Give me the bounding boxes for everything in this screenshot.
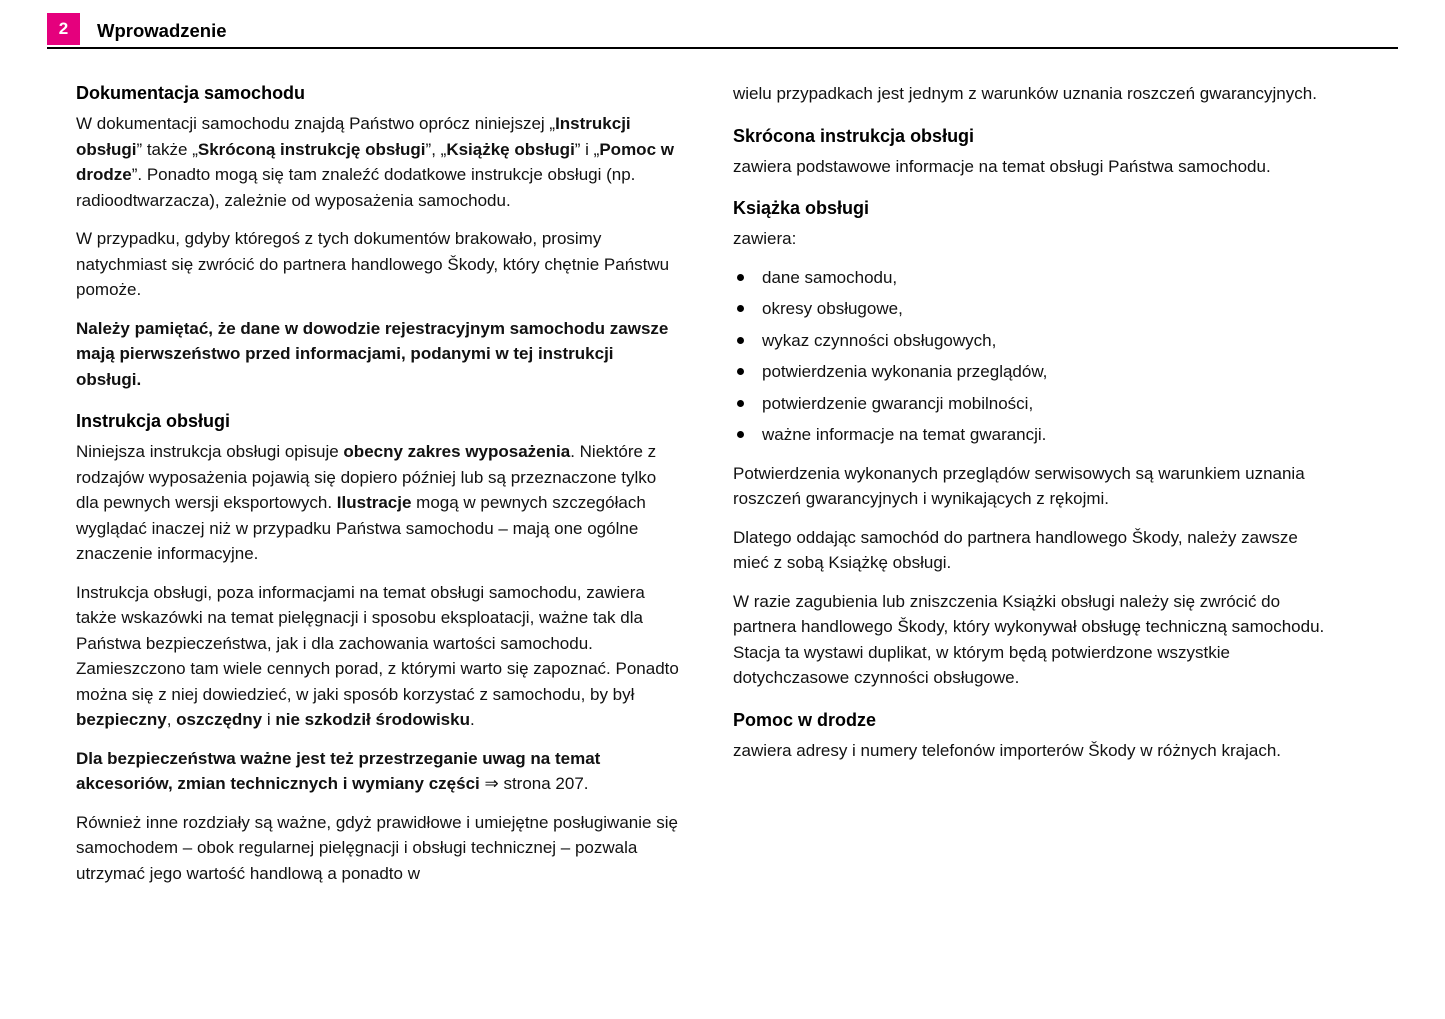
bold-text: oszczędny	[176, 710, 263, 729]
list-item: dane samochodu,	[733, 265, 1338, 291]
body-text: ”, „	[425, 139, 447, 159]
bullet-list	[733, 265, 1338, 448]
paragraph	[733, 154, 1338, 180]
bold-text: Dla bezpieczeństwa ważne jest też przestrzeganie uwag na temat akcesoriów, zmian technicznych i wymiany części	[76, 748, 601, 793]
body-text: wielu przypadkach jest jednym z warunków uznania roszczeń gwarancyjnych.	[733, 84, 1317, 103]
list-item: potwierdzenia wykonania przeglądów,	[733, 359, 1338, 385]
paragraph	[76, 810, 681, 887]
paragraph	[733, 226, 1338, 252]
body-text: mogą w pewnych szczegółach wyglądać inaczej niż w przypadku Państwa samochodu – mają one ogólne znaczenie informacyjne.	[76, 493, 646, 563]
body-text: . Niektóre z rodzajów wyposażenia pojawią się dopiero później lub są przeznaczone tylko dla pewnych wersji eksportowych.	[76, 442, 657, 512]
paragraph	[733, 461, 1338, 512]
paragraph	[76, 746, 681, 797]
body-text: Potwierdzenia wykonanych przeglądów serwisowych są warunkiem uznania roszczeń gwarancyjnych i wynikających z rękojmi.	[733, 463, 1305, 508]
list-item: wykaz czynności obsługowych,	[733, 328, 1338, 354]
paragraph	[76, 111, 681, 213]
body-text: ⇒ strona 207.	[484, 774, 589, 793]
section-heading: Pomoc w drodze	[733, 709, 877, 730]
bold-text: Instrukcji obsługi	[76, 114, 631, 159]
body-text: zawiera podstawowe informacje na temat obsługi Państwa samochodu.	[733, 156, 1271, 176]
body-text: W dokumentacji samochodu znajdą Państwo oprócz niniejszej „	[76, 114, 556, 133]
body-text: .	[469, 710, 475, 729]
body-text: ,	[166, 710, 177, 729]
bold-text: Ilustracje	[336, 493, 412, 512]
body-text: zawiera adresy i numery telefonów importerów Škody w różnych krajach.	[733, 740, 1282, 760]
body-text: W razie zagubienia lub zniszczenia Książki obsługi należy się zwrócić do partnera handlowego Škody, który wykonywał obsługę techniczną samochodu. Stacja ta wystawi duplikat, w którym będą potwierdzone wszystkie dotychczasowe czynności obsługowe.	[733, 591, 1325, 687]
body-text: zawiera:	[733, 229, 797, 248]
content-area	[76, 81, 1338, 899]
body-text: Instrukcja obsługi, poza informacjami na temat obsługi samochodu, zawiera także wskazówki na temat pielęgnacji i sposobu eksploatacji, ważne tak dla Państwa bezpieczeństwa, jak i dla zachowania wartości samochodu. Zamieszczono tam wiele cennych porad, z którymi warto się zapoznać. Ponadto można się z niej dowiedzieć, w jaki sposób korzystać z samochodu, by był	[76, 582, 679, 704]
paragraph	[733, 589, 1338, 691]
bold-text: Należy pamiętać, że dane w dowodzie rejestracyjnym samochodu zawsze mają pierwszeństwo przed informacjami, podanymi w tej instrukcji obsługi.	[76, 318, 669, 389]
left-column	[76, 81, 681, 899]
paragraph	[76, 580, 681, 733]
bold-text: bezpieczny	[76, 710, 167, 729]
paragraph	[76, 226, 681, 303]
paragraph	[733, 525, 1338, 576]
bold-text: Pomoc w drodze	[76, 139, 674, 184]
bold-text: Książkę obsługi	[446, 139, 575, 159]
bold-text: nie szkodził środowisku	[275, 710, 470, 729]
body-text: ”. Ponadto mogą się tam znaleźć dodatkowe instrukcje obsługi (np. radioodtwarzacza), zależnie od wyposażenia samochodu.	[76, 165, 636, 210]
body-text: Również inne rozdziały są ważne, gdyż prawidłowe i umiejętne posługiwanie się samochodem – obok regularnej pielęgnacji i obsługi technicznej – pozwala utrzymać jego wartość handlową a ponadto w	[76, 812, 678, 883]
header-divider	[47, 47, 1398, 49]
list-item: okresy obsługowe,	[733, 296, 1338, 322]
page-number-badge: 2	[47, 13, 80, 45]
body-text: ” i „	[574, 139, 600, 159]
list-item: potwierdzenie gwarancji mobilności,	[733, 391, 1338, 417]
section-heading: Książka obsługi	[733, 198, 870, 218]
list-item: ważne informacje na temat gwarancji.	[733, 422, 1338, 448]
bold-text: obecny zakres wyposażenia	[343, 442, 571, 461]
section-heading: Instrukcja obsługi	[76, 411, 231, 431]
section-heading: Skrócona instrukcja obsługi	[733, 125, 975, 146]
paragraph	[76, 316, 681, 393]
section-heading: Dokumentacja samochodu	[76, 83, 306, 103]
paragraph	[76, 439, 681, 567]
body-text: i	[262, 710, 276, 729]
paragraph	[733, 738, 1338, 764]
body-text: Dlatego oddając samochód do partnera handlowego Škody, należy zawsze mieć z sobą Książkę obsługi.	[733, 527, 1298, 572]
body-text: Niniejsza instrukcja obsługi opisuje	[76, 442, 344, 461]
body-text: ” także „	[136, 139, 198, 159]
paragraph	[733, 81, 1338, 107]
bold-text: Skróconą instrukcję obsługi	[197, 139, 426, 159]
header-title: Wprowadzenie	[97, 20, 227, 41]
right-column	[733, 81, 1338, 899]
body-text: W przypadku, gdyby któregoś z tych dokumentów brakowało, prosimy natychmiast się zwrócić do partnera handlowego Škody, który chętnie Państwu pomoże.	[76, 229, 670, 299]
